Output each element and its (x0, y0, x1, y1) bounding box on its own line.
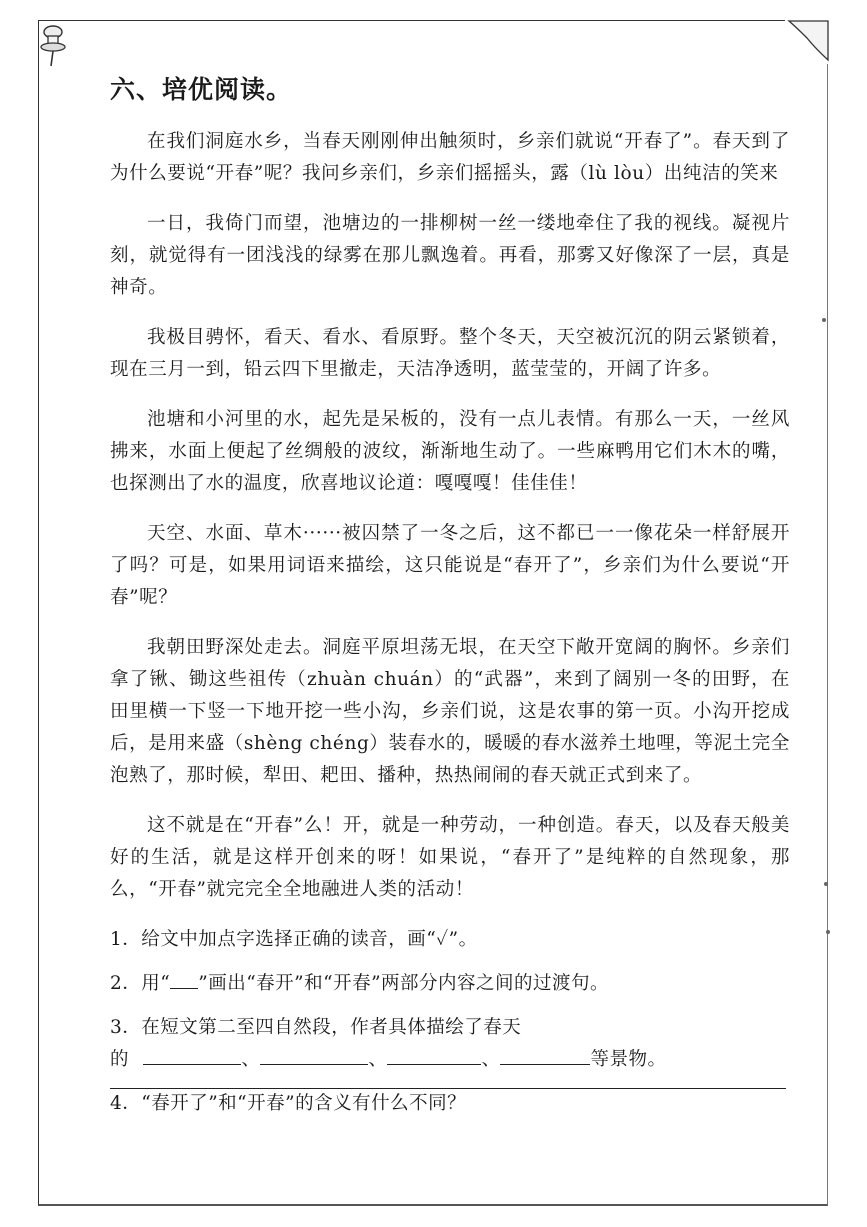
scan-speck (826, 930, 830, 934)
paragraph-5: 天空、水面、草木······被囚禁了一冬之后，这不都已一一像花朵一样舒展开了吗？可是，如果用词语来描绘，这只能说是“春开了”，乡亲们为什么要说“开春”呢？ (110, 523, 790, 608)
answer-line-q4[interactable] (110, 1088, 786, 1089)
answer-blank-4[interactable] (500, 1044, 590, 1065)
separator-3: 、 (481, 1049, 501, 1070)
question-1: 1．给文中加点字选择正确的读音，画“✓”。 (110, 929, 478, 950)
answer-blank-3[interactable] (387, 1044, 481, 1065)
scan-speck (824, 882, 828, 886)
question-3-stem: 3．在短文第二至四自然段，作者具体描绘了春天 (110, 1017, 522, 1038)
question-2-suffix: ”画出“春开”和“开春”两部分内容之间的过渡句。 (198, 973, 610, 994)
reading-content (110, 70, 790, 1132)
paragraph-2: 一日，我倚门而望，池塘边的一排柳树一丝一缕地牵住了我的视线。凝视片刻，就觉得有一团浅浅的绿雾在那儿飘逸着。再看，那雾又好像深了一层，真是神奇。 (110, 213, 790, 298)
paragraph-7: 这不就是在“开春”么！开，就是一种劳动，一种创造。春天，以及春天般美好的生活，就是这样开创来的呀！如果说，“春开了”是纯粹的自然现象，那么，“开春”就完完全全地融进人类的活动！ (110, 815, 790, 900)
page-curl-corner (785, 20, 829, 64)
paragraph-4: 池塘和小河里的水，起先是呆板的，没有一点儿表情。有那么一天，一丝风拂来，水面上便起了丝绸般的波纹，渐渐地生动了。一些麻鸭用它们木木的嘴，也探测出了水的温度，欣喜地议论道：嘎嘎嘎！佳佳佳！ (110, 409, 790, 494)
question-3 (110, 1012, 790, 1076)
scan-speck (822, 318, 826, 322)
question-2 (110, 968, 790, 1000)
answer-blank-2[interactable] (260, 1044, 368, 1065)
paragraph-3: 我极目骋怀，看天、看水、看原野。整个冬天，天空被沉沉的阴云紧锁着，现在三月一到，铅云四下里撤走，天洁净透明，蓝莹莹的，开阔了许多。 (110, 327, 790, 380)
separator-2: 、 (368, 1049, 388, 1070)
paragraph-1: 在我们洞庭水乡，当春天刚刚伸出触须时，乡亲们就说“开春了”。春天到了为什么要说“开春”呢？我问乡亲们，乡亲们摇摇头，露（lù lòu）出纯洁的笑来 (110, 131, 790, 184)
question-3-end: 等景物。 (590, 1049, 667, 1070)
underline-sample (170, 968, 198, 989)
section-title: 六、培优阅读。 (110, 75, 293, 104)
question-2-prefix: 2．用“ (110, 973, 171, 994)
pushpin-icon (36, 24, 70, 68)
question-3-blanks (110, 1044, 790, 1076)
answer-blank-1[interactable] (143, 1044, 241, 1065)
question-4: 4．“春开了”和“开春”的含义有什么不同？ (110, 1093, 467, 1114)
separator-1: 、 (241, 1049, 261, 1070)
question-3-de: 的 (110, 1049, 130, 1070)
paragraph-6: 我朝田野深处走去。洞庭平原坦荡无垠，在天空下敞开宽阔的胸怀。乡亲们拿了锹、锄这些祖传（zhuàn chuán）的“武器”，来到了阔别一冬的田野，在田里横一下竖一下地开挖一些小沟，乡亲们说，这是农事的第一页。小沟开挖成后，是用来盛（shèng chéng）装春水的，暖暖的春水滋养土地哩，等泥土完全泡熟了，那时候，犁田、耙田、播种，热热闹闹的春天就正式到来了。 (110, 637, 790, 786)
